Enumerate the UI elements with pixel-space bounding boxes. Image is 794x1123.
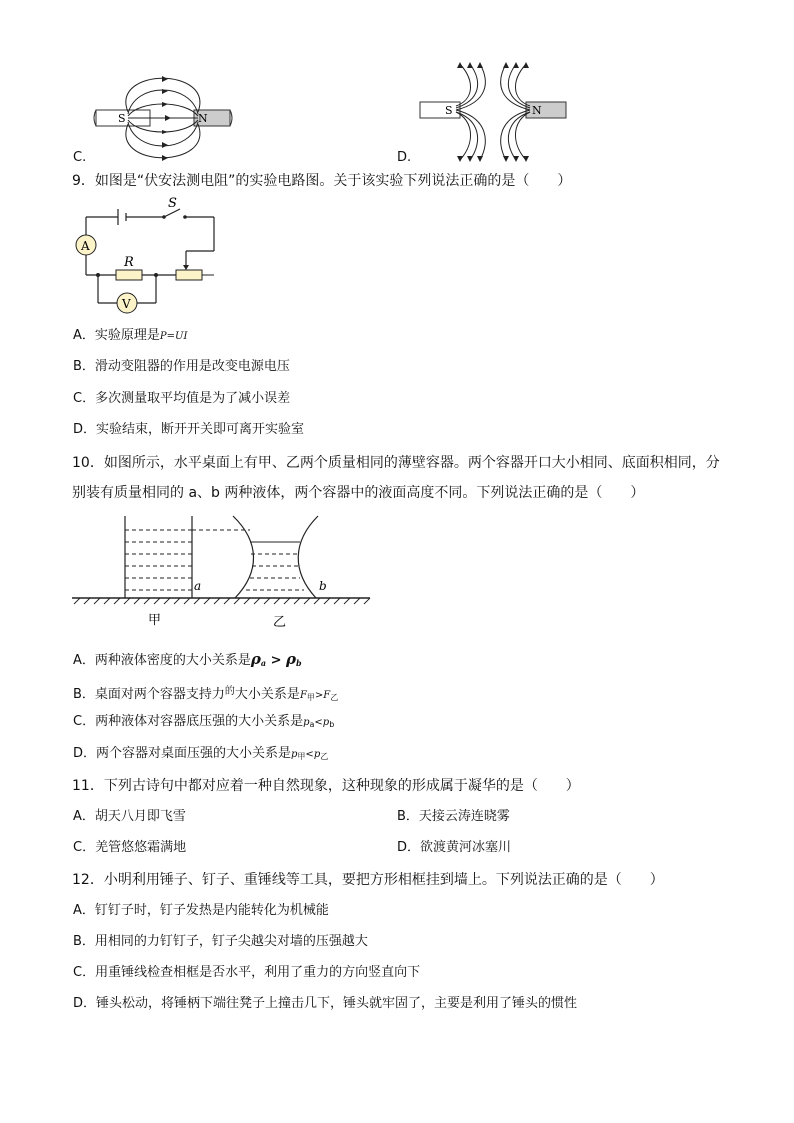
q10-option-c: C．两种液体对容器底压强的大小关系是$p_a<p_b$ [73,714,335,729]
voltmeter-label: V [122,297,131,311]
q12-option-a: A．钉钉子时，钉子发热是内能转化为机械能 [73,903,329,918]
pole-s-label: S [445,104,453,117]
q12-stem: 12．小明利用锤子、钉子、重锤线等工具，要把方形相框挂到墙上。下列说法正确的是（ ） [72,872,664,888]
q12-option-c: C．用重锤线检查相框是否水平，利用了重力的方向竖直向下 [73,965,421,980]
q10-option-a: A．两种液体密度的大小关系是$\rho_a > \rho_b$ [73,650,302,668]
circuit-diagram [72,195,222,315]
liquid-a-label: a [194,579,202,593]
container-jia-label: 甲 [148,613,162,628]
q11-option-c: C．羌管悠悠霜满地 [73,840,187,855]
fig-d-label: D. [397,150,412,165]
pole-n-label: N [532,104,542,117]
q9-option-b: B．滑动变阻器的作用是改变电源电压 [73,359,290,374]
q10-stem-line2: 别装有质量相同的 a、b 两种液体，两个容器中的液面高度不同。下列说法正确的是（ ） [72,485,645,501]
containers-diagram [70,512,380,632]
q11-option-d: D．欲渡黄河冰塞川 [397,840,512,855]
pole-s-label: S [118,112,126,125]
figure-c-magnet-field [90,72,330,162]
figure-d-magnet-field [418,62,618,162]
ammeter-label: A [81,239,90,253]
q9-option-a: A．实验原理是P=UI [73,328,188,343]
q9-stem: 9．如图是“伏安法测电阻”的实验电路图。关于该实验下列说法正确的是（ ） [72,173,572,189]
container-yi-label: 乙 [273,615,287,630]
liquid-b-label: b [319,579,327,593]
q12-option-d: D．锤头松动，将锤柄下端往凳子上撞击几下，锤头就牢固了，主要是利用了锤头的惯性 [73,996,578,1011]
q9-option-c: C．多次测量取平均值是为了减小误差 [73,391,291,406]
resistor-label: R [124,255,134,270]
q11-option-a: A．胡天八月即飞雪 [73,809,186,824]
fig-c-label: C. [73,150,87,165]
pole-n-label: N [198,112,208,125]
q11-stem: 11．下列古诗句中都对应着一种自然现象，这种现象的形成属于凝华的是（ ） [72,778,580,794]
q9-option-d: D．实验结束，断开开关即可离开实验室 [73,422,305,437]
q11-option-b: B．天接云涛连晓雾 [397,809,510,824]
q10-option-b: B．桌面对两个容器支持力$^的$大小关系是$F_甲>F_乙$ [73,686,339,702]
q10-stem-line1: 10．如图所示，水平桌面上有甲、乙两个质量相同的薄壁容器。两个容器开口大小相同、底面积相同，分 [72,455,720,471]
switch-label: S [168,196,177,211]
q10-option-d: D．两个容器对桌面压强的大小关系是$p_甲<p_乙$ [73,746,329,761]
q12-option-b: B．用相同的力钉钉子，钉子尖越尖对墙的压强越大 [73,934,368,949]
